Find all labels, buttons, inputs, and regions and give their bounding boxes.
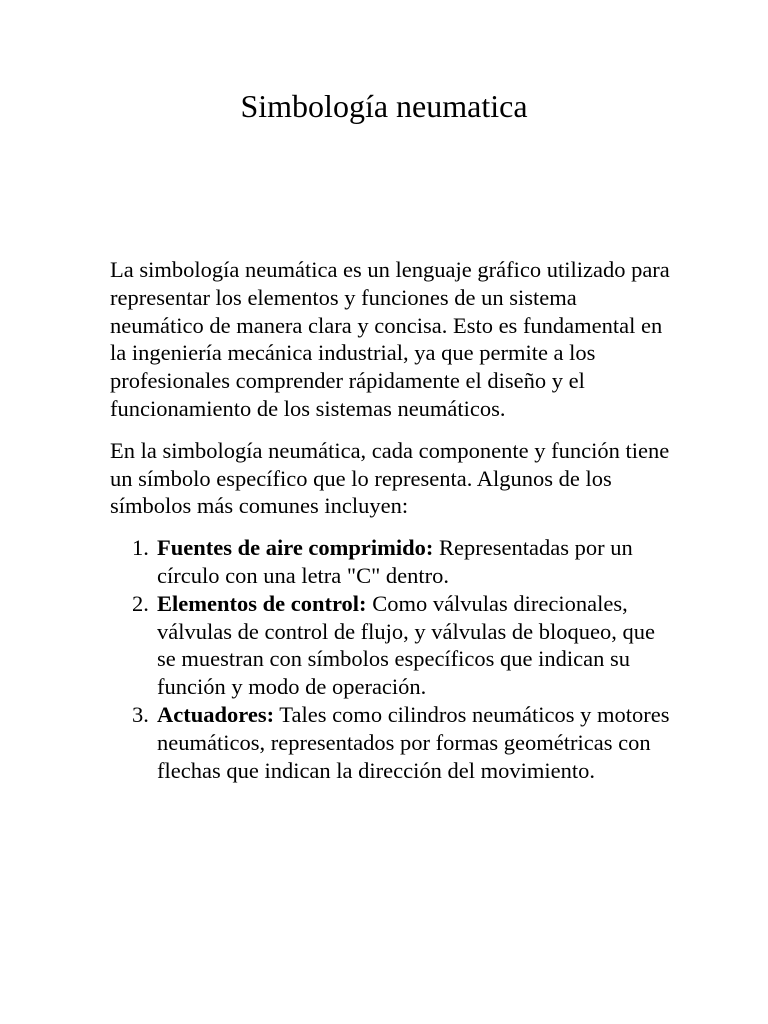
list-item-number: 1.	[132, 535, 149, 561]
list-item-text: Tales como cilindros neumáticos y motores neumáticos, representados por formas geométricas con flechas que indican la dirección del movimiento.	[157, 701, 670, 783]
list-item-text: Como válvulas direcionales, válvulas de control de flujo, y válvulas de bloqueo, que se muestran con símbolos específicos que indican su función y modo de operación.	[157, 590, 655, 700]
list-item-term: Elementos de control:	[157, 590, 367, 616]
list-item	[110, 534, 670, 590]
list-item-number: 2.	[132, 590, 149, 616]
symbols-paragraph: En la simbología neumática, cada componente y función tiene un símbolo específico que lo representa. Algunos de los símbolos más comunes incluyen:	[110, 437, 670, 519]
intro-paragraph: La simbología neumática es un lenguaje gráfico utilizado para representar los elementos y funciones de un sistema neumático de manera clara y concisa. Esto es fundamental en la ingeniería mecánica industrial, ya que permite a los profesionales comprender rápidamente el diseño y el funcionamiento de los sistemas neumáticos.	[110, 257, 670, 421]
page-title: Simbología neumatica	[240, 88, 528, 124]
list-item-text: Representadas por un círculo con una letra "C" dentro.	[157, 535, 633, 588]
symbol-list	[110, 534, 670, 784]
list-item-term: Actuadores:	[157, 701, 275, 727]
list-item	[110, 701, 670, 784]
document-body	[110, 256, 670, 784]
list-item-number: 3.	[132, 701, 149, 727]
list-item-term: Fuentes de aire comprimido:	[157, 535, 434, 561]
list-item	[110, 590, 670, 701]
